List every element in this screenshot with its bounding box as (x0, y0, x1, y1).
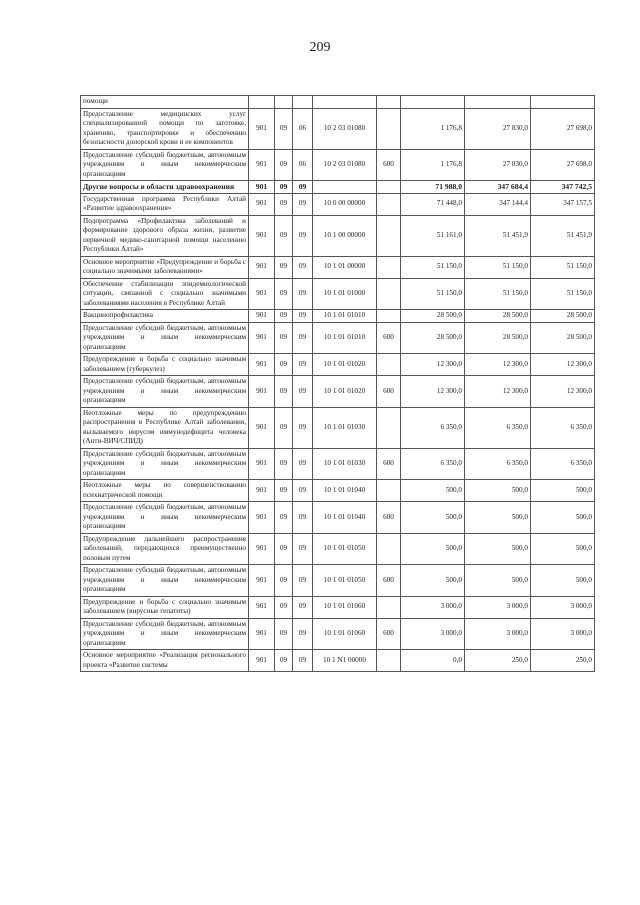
row-cs-cell: 10 1 01 01030 (313, 407, 377, 448)
row-name-cell: Другие вопросы в области здравоохранения (81, 181, 249, 194)
row-vr-cell: 600 (377, 376, 401, 408)
row-rz-cell: 09 (275, 322, 293, 354)
row-name-cell: Предупреждение дальнейшего распространения заболеваний, передающихся преимущественно половым путем (81, 533, 249, 565)
row-year2-cell: 27 830,0 (465, 149, 531, 181)
row-rz-cell: 09 (275, 533, 293, 565)
row-year3-cell: 250,0 (531, 650, 595, 672)
row-cs-cell (313, 96, 377, 109)
row-year3-cell: 6 350,0 (531, 407, 595, 448)
row-pr-cell: 09 (293, 256, 313, 278)
row-gr-cell: 901 (249, 193, 275, 215)
row-vr-cell: 600 (377, 618, 401, 650)
row-year3-cell: 500,0 (531, 533, 595, 565)
row-cs-cell: 10 1 01 01010 (313, 322, 377, 354)
row-gr-cell: 901 (249, 215, 275, 256)
row-gr-cell: 901 (249, 181, 275, 194)
row-rz-cell (275, 96, 293, 109)
row-vr-cell (377, 650, 401, 672)
row-pr-cell: 09 (293, 376, 313, 408)
row-gr-cell: 901 (249, 278, 275, 310)
row-vr-cell: 600 (377, 322, 401, 354)
row-rz-cell: 09 (275, 278, 293, 310)
row-rz-cell: 09 (275, 596, 293, 618)
row-vr-cell (377, 215, 401, 256)
row-year3-cell: 500,0 (531, 480, 595, 502)
row-year2-cell: 500,0 (465, 533, 531, 565)
row-year1-cell: 500,0 (401, 502, 465, 534)
row-cs-cell: 10 1 N1 00000 (313, 650, 377, 672)
row-name-cell: помощи (81, 96, 249, 109)
row-pr-cell: 09 (293, 215, 313, 256)
table-row (81, 181, 595, 194)
table-row (81, 650, 595, 672)
table-body (81, 96, 595, 672)
row-year1-cell: 51 161,0 (401, 215, 465, 256)
row-year1-cell: 6 350,0 (401, 448, 465, 480)
row-pr-cell: 09 (293, 533, 313, 565)
row-name-cell: Предоставление субсидий бюджетным, автономным учреждениям и иным некоммерческим организациям (81, 502, 249, 534)
row-pr-cell: 06 (293, 108, 313, 149)
row-year3-cell: 500,0 (531, 565, 595, 597)
row-year3-cell: 28 500,0 (531, 310, 595, 323)
row-year2-cell: 6 350,0 (465, 448, 531, 480)
row-name-cell: Обеспечение стабилизации эпидемиологической ситуации, связанной с социально значимыми заболеваниями населения в Республике Алтай (81, 278, 249, 310)
row-cs-cell: 10 2 03 01080 (313, 149, 377, 181)
row-year2-cell: 28 500,0 (465, 310, 531, 323)
row-pr-cell: 09 (293, 650, 313, 672)
row-year3-cell: 12 300,0 (531, 376, 595, 408)
row-pr-cell: 09 (293, 596, 313, 618)
row-rz-cell: 09 (275, 108, 293, 149)
row-year3-cell: 51 150,0 (531, 278, 595, 310)
row-year1-cell: 500,0 (401, 533, 465, 565)
row-year2-cell: 12 300,0 (465, 376, 531, 408)
row-cs-cell: 10 1 01 01050 (313, 565, 377, 597)
row-name-cell: Подпрограмма «Профилактика заболеваний и формирование здорового образа жизни, развитие первичной медико-санитарной помощи населению Республики Алтай» (81, 215, 249, 256)
table-row (81, 256, 595, 278)
row-year1-cell: 71 988,0 (401, 181, 465, 194)
row-pr-cell: 09 (293, 502, 313, 534)
row-year1-cell: 0,0 (401, 650, 465, 672)
row-vr-cell (377, 181, 401, 194)
table-row (81, 480, 595, 502)
row-gr-cell: 901 (249, 596, 275, 618)
table-row (81, 193, 595, 215)
row-year1-cell: 28 500,0 (401, 310, 465, 323)
table-row (81, 502, 595, 534)
row-pr-cell: 09 (293, 181, 313, 194)
row-cs-cell: 10 1 00 00000 (313, 215, 377, 256)
row-vr-cell: 600 (377, 149, 401, 181)
row-rz-cell: 09 (275, 376, 293, 408)
row-year2-cell: 6 350,0 (465, 407, 531, 448)
row-gr-cell: 901 (249, 354, 275, 376)
row-pr-cell: 09 (293, 193, 313, 215)
row-year2-cell: 3 000,0 (465, 618, 531, 650)
row-name-cell: Предоставление субсидий бюджетным, автономным учреждениям и иным некоммерческим организациям (81, 565, 249, 597)
row-year2-cell: 51 150,0 (465, 278, 531, 310)
row-vr-cell: 600 (377, 565, 401, 597)
row-cs-cell: 10 1 01 01020 (313, 354, 377, 376)
row-gr-cell: 901 (249, 376, 275, 408)
row-year2-cell: 51 451,9 (465, 215, 531, 256)
row-pr-cell: 09 (293, 407, 313, 448)
row-name-cell: Предоставление субсидий бюджетным, автономным учреждениям и иным некоммерческим организациям (81, 149, 249, 181)
row-year1-cell: 6 350,0 (401, 407, 465, 448)
row-year2-cell: 27 830,0 (465, 108, 531, 149)
table-row (81, 108, 595, 149)
row-rz-cell: 09 (275, 650, 293, 672)
row-gr-cell: 901 (249, 618, 275, 650)
row-vr-cell (377, 533, 401, 565)
row-vr-cell (377, 108, 401, 149)
table-row (81, 376, 595, 408)
row-pr-cell: 09 (293, 480, 313, 502)
row-name-cell: Государственная программа Республики Алтай «Развитие здравоохранения» (81, 193, 249, 215)
row-cs-cell: 10 2 03 01080 (313, 108, 377, 149)
row-pr-cell: 09 (293, 565, 313, 597)
row-rz-cell: 09 (275, 310, 293, 323)
row-year1-cell: 1 176,8 (401, 108, 465, 149)
row-year1-cell: 28 500,0 (401, 322, 465, 354)
table-row (81, 149, 595, 181)
table-row (81, 354, 595, 376)
row-year2-cell: 347 144,4 (465, 193, 531, 215)
row-cs-cell (313, 181, 377, 194)
row-year3-cell: 347 157,5 (531, 193, 595, 215)
row-rz-cell: 09 (275, 618, 293, 650)
row-year3-cell: 347 742,5 (531, 181, 595, 194)
row-cs-cell: 10 1 01 00000 (313, 256, 377, 278)
row-name-cell: Предоставление медицинских услуг специализированной помощи по заготовке, хранению, транспортировке и обеспечению безопасности донорской крови и ее компонентов (81, 108, 249, 149)
row-name-cell: Предупреждение и борьба с социально значимым заболеванием (вирусные гепатиты) (81, 596, 249, 618)
row-pr-cell: 09 (293, 618, 313, 650)
row-vr-cell (377, 354, 401, 376)
row-cs-cell: 10 1 01 01050 (313, 533, 377, 565)
table-row (81, 533, 595, 565)
row-name-cell: Неотложные меры по совершенствованию психиатрической помощи (81, 480, 249, 502)
row-cs-cell: 10 1 01 01010 (313, 310, 377, 323)
row-gr-cell: 901 (249, 407, 275, 448)
row-year3-cell: 12 300,0 (531, 354, 595, 376)
table-row (81, 618, 595, 650)
row-gr-cell: 901 (249, 650, 275, 672)
row-year2-cell: 51 150,0 (465, 256, 531, 278)
row-gr-cell: 901 (249, 322, 275, 354)
row-year1-cell: 500,0 (401, 565, 465, 597)
row-name-cell: Предоставление субсидий бюджетным, автономным учреждениям и иным некоммерческим организациям (81, 376, 249, 408)
row-name-cell: Предупреждение и борьба с социально значимым заболеванием (туберкулез) (81, 354, 249, 376)
row-vr-cell (377, 310, 401, 323)
row-cs-cell: 10 1 01 01040 (313, 480, 377, 502)
row-year2-cell: 500,0 (465, 480, 531, 502)
row-vr-cell (377, 407, 401, 448)
table-row (81, 322, 595, 354)
row-vr-cell: 600 (377, 502, 401, 534)
row-vr-cell (377, 480, 401, 502)
row-year2-cell (465, 96, 531, 109)
row-gr-cell: 901 (249, 502, 275, 534)
row-cs-cell: 10 1 01 01030 (313, 448, 377, 480)
row-year3-cell (531, 96, 595, 109)
row-cs-cell: 10 1 01 01000 (313, 278, 377, 310)
row-name-cell: Предоставление субсидий бюджетным, автономным учреждениям и иным некоммерческим организациям (81, 322, 249, 354)
row-pr-cell: 09 (293, 322, 313, 354)
row-vr-cell (377, 96, 401, 109)
row-vr-cell (377, 278, 401, 310)
row-year2-cell: 500,0 (465, 502, 531, 534)
row-year1-cell: 12 300,0 (401, 354, 465, 376)
row-gr-cell: 901 (249, 480, 275, 502)
row-year2-cell: 347 684,4 (465, 181, 531, 194)
row-pr-cell (293, 96, 313, 109)
row-gr-cell (249, 96, 275, 109)
row-name-cell: Основное мероприятие «Реализация регионального проекта «Развитие системы (81, 650, 249, 672)
row-cs-cell: 10 1 01 01020 (313, 376, 377, 408)
row-rz-cell: 09 (275, 502, 293, 534)
table-row (81, 278, 595, 310)
row-year3-cell: 3 000,0 (531, 596, 595, 618)
row-pr-cell: 09 (293, 278, 313, 310)
row-year3-cell: 51 150,0 (531, 256, 595, 278)
row-year2-cell: 500,0 (465, 565, 531, 597)
row-gr-cell: 901 (249, 310, 275, 323)
row-cs-cell: 10 1 01 01060 (313, 618, 377, 650)
row-rz-cell: 09 (275, 565, 293, 597)
row-name-cell: Предоставление субсидий бюджетным, автономным учреждениям и иным некоммерческим организациям (81, 618, 249, 650)
row-year3-cell: 27 698,0 (531, 108, 595, 149)
row-year1-cell: 51 150,0 (401, 278, 465, 310)
row-year2-cell: 3 000,0 (465, 596, 531, 618)
budget-table (80, 95, 595, 672)
row-gr-cell: 901 (249, 448, 275, 480)
table-row (81, 310, 595, 323)
row-year1-cell (401, 96, 465, 109)
row-gr-cell: 901 (249, 256, 275, 278)
row-rz-cell: 09 (275, 480, 293, 502)
row-year2-cell: 28 500,0 (465, 322, 531, 354)
table-row (81, 96, 595, 109)
row-gr-cell: 901 (249, 565, 275, 597)
row-year3-cell: 51 451,9 (531, 215, 595, 256)
row-gr-cell: 901 (249, 533, 275, 565)
row-year3-cell: 28 500,0 (531, 322, 595, 354)
row-gr-cell: 901 (249, 149, 275, 181)
row-gr-cell: 901 (249, 108, 275, 149)
row-cs-cell: 10 1 01 01040 (313, 502, 377, 534)
row-rz-cell: 09 (275, 256, 293, 278)
table-row (81, 407, 595, 448)
row-year1-cell: 500,0 (401, 480, 465, 502)
table-row (81, 215, 595, 256)
row-year3-cell: 27 698,0 (531, 149, 595, 181)
row-name-cell: Основное мероприятие «Предупреждение и борьба с социально значимыми заболеваниями» (81, 256, 249, 278)
row-year3-cell: 3 000,0 (531, 618, 595, 650)
row-rz-cell: 09 (275, 193, 293, 215)
row-vr-cell: 600 (377, 448, 401, 480)
row-year2-cell: 12 300,0 (465, 354, 531, 376)
row-vr-cell (377, 193, 401, 215)
row-pr-cell: 09 (293, 354, 313, 376)
row-name-cell: Предоставление субсидий бюджетным, автономным учреждениям и иным некоммерческим организациям (81, 448, 249, 480)
row-rz-cell: 09 (275, 215, 293, 256)
row-vr-cell (377, 596, 401, 618)
row-pr-cell: 09 (293, 310, 313, 323)
row-rz-cell: 09 (275, 354, 293, 376)
row-year1-cell: 3 000,0 (401, 596, 465, 618)
row-year1-cell: 3 000,0 (401, 618, 465, 650)
row-year1-cell: 1 176,8 (401, 149, 465, 181)
table-row (81, 565, 595, 597)
row-rz-cell: 09 (275, 407, 293, 448)
row-year3-cell: 500,0 (531, 502, 595, 534)
row-vr-cell (377, 256, 401, 278)
row-pr-cell: 06 (293, 149, 313, 181)
row-year1-cell: 12 300,0 (401, 376, 465, 408)
row-year2-cell: 250,0 (465, 650, 531, 672)
page-number: 209 (309, 40, 331, 55)
table-row (81, 448, 595, 480)
row-cs-cell: 10 0 00 00000 (313, 193, 377, 215)
row-name-cell: Неотложные меры по предупреждению распространения в Республике Алтай заболевания, вызываемого вирусом иммунодефицита человека (Анти-ВИЧ/СПИД) (81, 407, 249, 448)
row-year1-cell: 51 150,0 (401, 256, 465, 278)
row-year3-cell: 6 350,0 (531, 448, 595, 480)
row-year1-cell: 71 448,0 (401, 193, 465, 215)
table-row (81, 596, 595, 618)
row-name-cell: Вакцинопрофилактика (81, 310, 249, 323)
row-rz-cell: 09 (275, 448, 293, 480)
row-rz-cell: 09 (275, 181, 293, 194)
row-rz-cell: 09 (275, 149, 293, 181)
row-pr-cell: 09 (293, 448, 313, 480)
row-cs-cell: 10 1 01 01060 (313, 596, 377, 618)
